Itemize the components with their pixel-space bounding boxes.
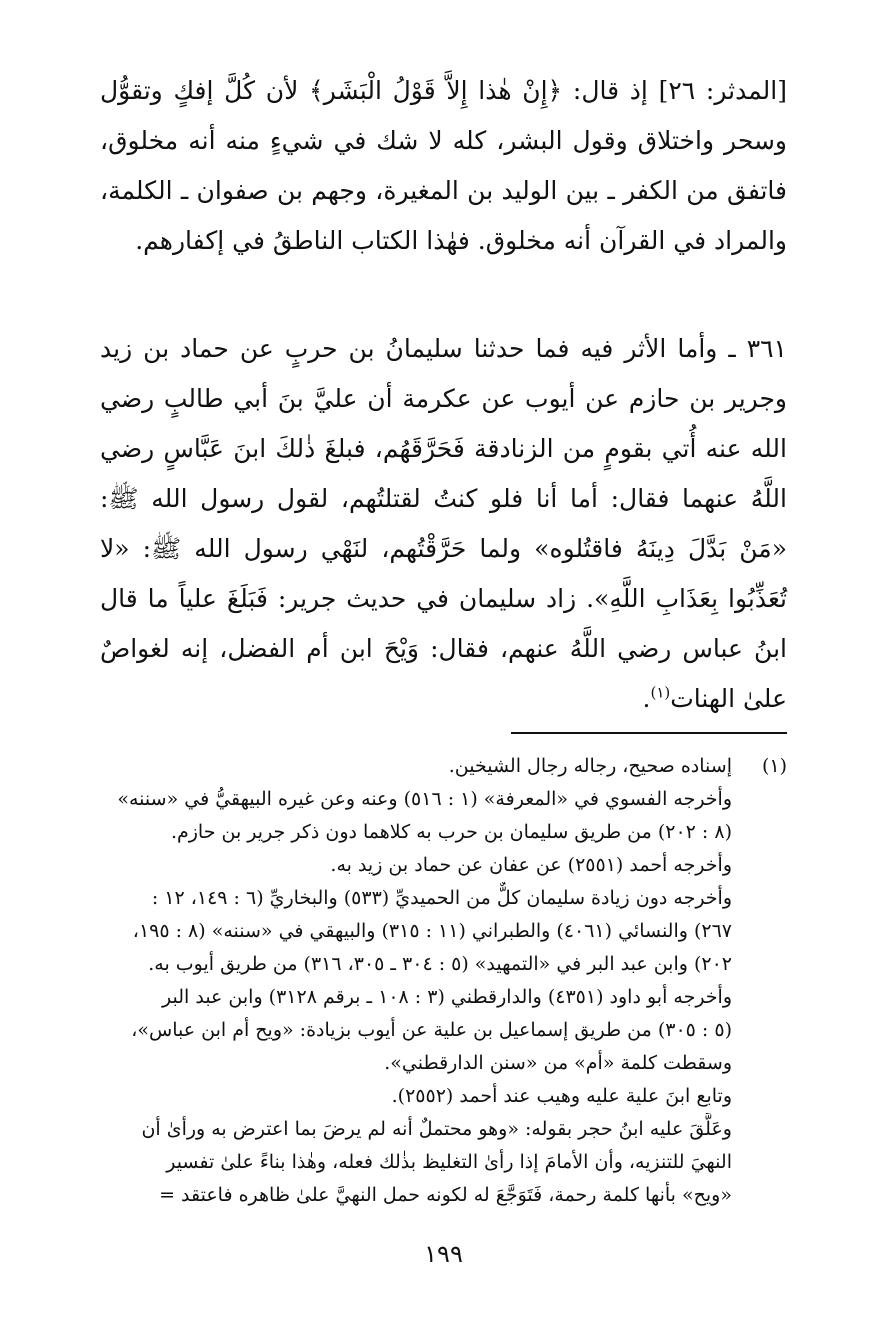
footnote-line: إسناده صحيح، رجاله رجال الشيخين. — [448, 755, 732, 777]
footnote-line: (٥ : ٣٠٥) من طريق إسماعيل بن علية عن أيوب بزيادة: «ويح أم ابن عباس»، — [131, 1019, 732, 1041]
paragraph-1: [المدثر: ٢٦] إذ قال: ﴿إِنْ هٰذا إِلاَّ قَوْلُ الْبَشَر﴾ لأن كُلَّ إفكٍ وتقوُّل وسحر واختلاق وقول البشر، كله لا شك في شيءٍ منه أنه مخلوق، فاتفق من الكفر ـ بين الوليد بن المغيرة، وجهم بن صفوان ـ الكلمة، والمراد في القرآن أنه مخلوق. فهٰذا الكتاب الناطقُ في إكفارهم. — [100, 76, 788, 255]
footnote-line: وعَلَّقَ عليه ابنُ حجر بقوله: «وهو محتملٌ أنه لم يرضَ بما اعترض به ورأىٰ أن — [141, 1118, 732, 1140]
paragraph-2-end: . — [642, 684, 651, 713]
footnote-line: (٨ : ٢٠٢) من طريق سليمان بن حرب به كلاهما دون ذكر جرير بن حازم. — [170, 821, 732, 843]
footnote-line: ٢٠٢) وابن عبد البر في «التمهيد» (٥ : ٣٠٤ ـ ٣٠٥، ٣١٦) من طريق أيوب به. — [148, 953, 732, 975]
page-number: ١٩٩ — [424, 1240, 463, 1268]
footnote-line: وأخرجه أبو داود (٤٣٥١) والدارقطني (٣ : ١٠٨ ـ برقم ٣١٢٨) وابن عبد البر — [162, 986, 732, 1008]
paragraph-2 — [100, 324, 787, 724]
footnote-line: النهيَ للتنزيه، وأن الأمامَ إذا رأىٰ التغليظ بذٰلك فعله، وهٰذا بناءً علىٰ تفسير — [166, 1151, 732, 1173]
footnote-line: «ويح» بأنها كلمة رحمة، فَتَوَجَّعَ له لكونه حمل النهيَّ علىٰ ظاهره فاعتقد = — [159, 1184, 732, 1206]
footnote-line: وأخرجه دون زيادة سليمان كلٌّ من الحميديِّ (٥٣٣) والبخاريِّ (٦ : ١٤٩، ١٢ : — [151, 887, 732, 909]
footnote-line: وتابع ابنَ علية عليه وهيب عند أحمد (٢٥٥٢). — [391, 1085, 732, 1107]
footnotes — [100, 750, 787, 1212]
footnote-1 — [100, 750, 787, 1212]
footnote-line: وسقطت كلمة «أم» من «سنن الدارقطني». — [384, 1052, 732, 1074]
footnote-body — [100, 750, 732, 1212]
footnote-line: ٢٦٧) والنسائي (٤٠٦١) والطبراني (١١ : ٣١٥) والبيهقي في «سننه» (٨ : ١٩٥، — [132, 920, 732, 942]
footnote-number: (١) — [761, 755, 787, 777]
footnote-divider — [511, 732, 787, 734]
paragraph-2-text: ٣٦١ ـ وأما الأثر فيه فما حدثنا سليمانُ بن حربٍ عن حماد بن زيد وجرير بن حازم عن أيوب عن عكرمة أن عليَّ بنَ أبي طالبٍ رضي الله عنه أُتي بقومٍ من الزنادقة فَحَرَّقَهُم، فبلغَ ذٰلكَ ابنَ عَبَّاسٍ رضي اللَّهُ عنهما فقال: أما أنا فلو كنتُ لقتلتُهم، لقول رسول الله ﷺ: «مَنْ بَدَّلَ دِينَهُ فاقتُلوه» ولما حَرَّقْتُهم، لنَهْي رسول الله ﷺ: «لا تُعَذِّبُوا بِعَذَابِ اللَّهِ». زاد سليمان في حديث جرير: فَبَلَغَ علياً ما قال ابنُ عباس رضي اللَّهُ عنهم، فقال: وَيْحَ ابن أم الفضل، إنه لغواصٌ علىٰ الهنات — [100, 334, 787, 713]
footnote-line: وأخرجه أحمد (٢٥٥١) عن عفان عن حماد بن زيد به. — [330, 854, 732, 876]
main-text — [100, 66, 787, 724]
footnote-reference: (١) — [650, 683, 671, 702]
footnote-line: وأخرجه الفسوي في «المعرفة» (١ : ٥١٦) وعنه وعن غيره البيهقيُّ في «سننه» — [117, 788, 732, 810]
